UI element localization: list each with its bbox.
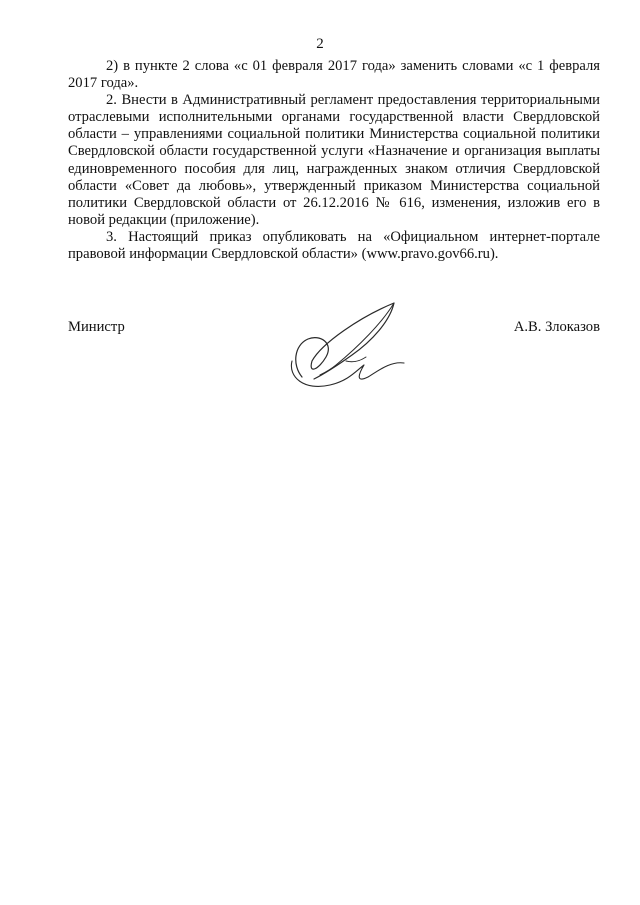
paragraph-publication: 3. Настоящий приказ опубликовать на «Официальном интернет-портале правовой информации Свердловской области» (www.pravo.gov66.ru).: [68, 228, 600, 263]
paragraph-regulation-changes: 2. Внести в Административный регламент предоставления территориальными отраслевыми исполнительными органами государственной власти Свердловской области – управлениями социальной политики Министерства социальной политики Свердловской области государственной услуги «Назначение и организация выплаты единовременного пособия для лиц, награжденных знаком отличия Свердловской области «Совет да любовь», утвержденный приказом Министерства социальной политики Свердловской области от 26.12.2016 № 616, изменения, изложив его в новой редакции (приложение).: [68, 92, 600, 228]
signature-block: [68, 319, 600, 429]
signer-title: Министр: [68, 319, 125, 335]
signer-name: А.В. Злоказов: [513, 319, 600, 335]
handwritten-signature: [286, 299, 416, 397]
document-body: [68, 58, 600, 263]
page-number: 2: [316, 36, 324, 52]
paragraph-amendment-point-2: 2) в пункте 2 слова «с 01 февраля 2017 года» заменить словами «с 1 февраля 2017 года».: [68, 58, 600, 92]
